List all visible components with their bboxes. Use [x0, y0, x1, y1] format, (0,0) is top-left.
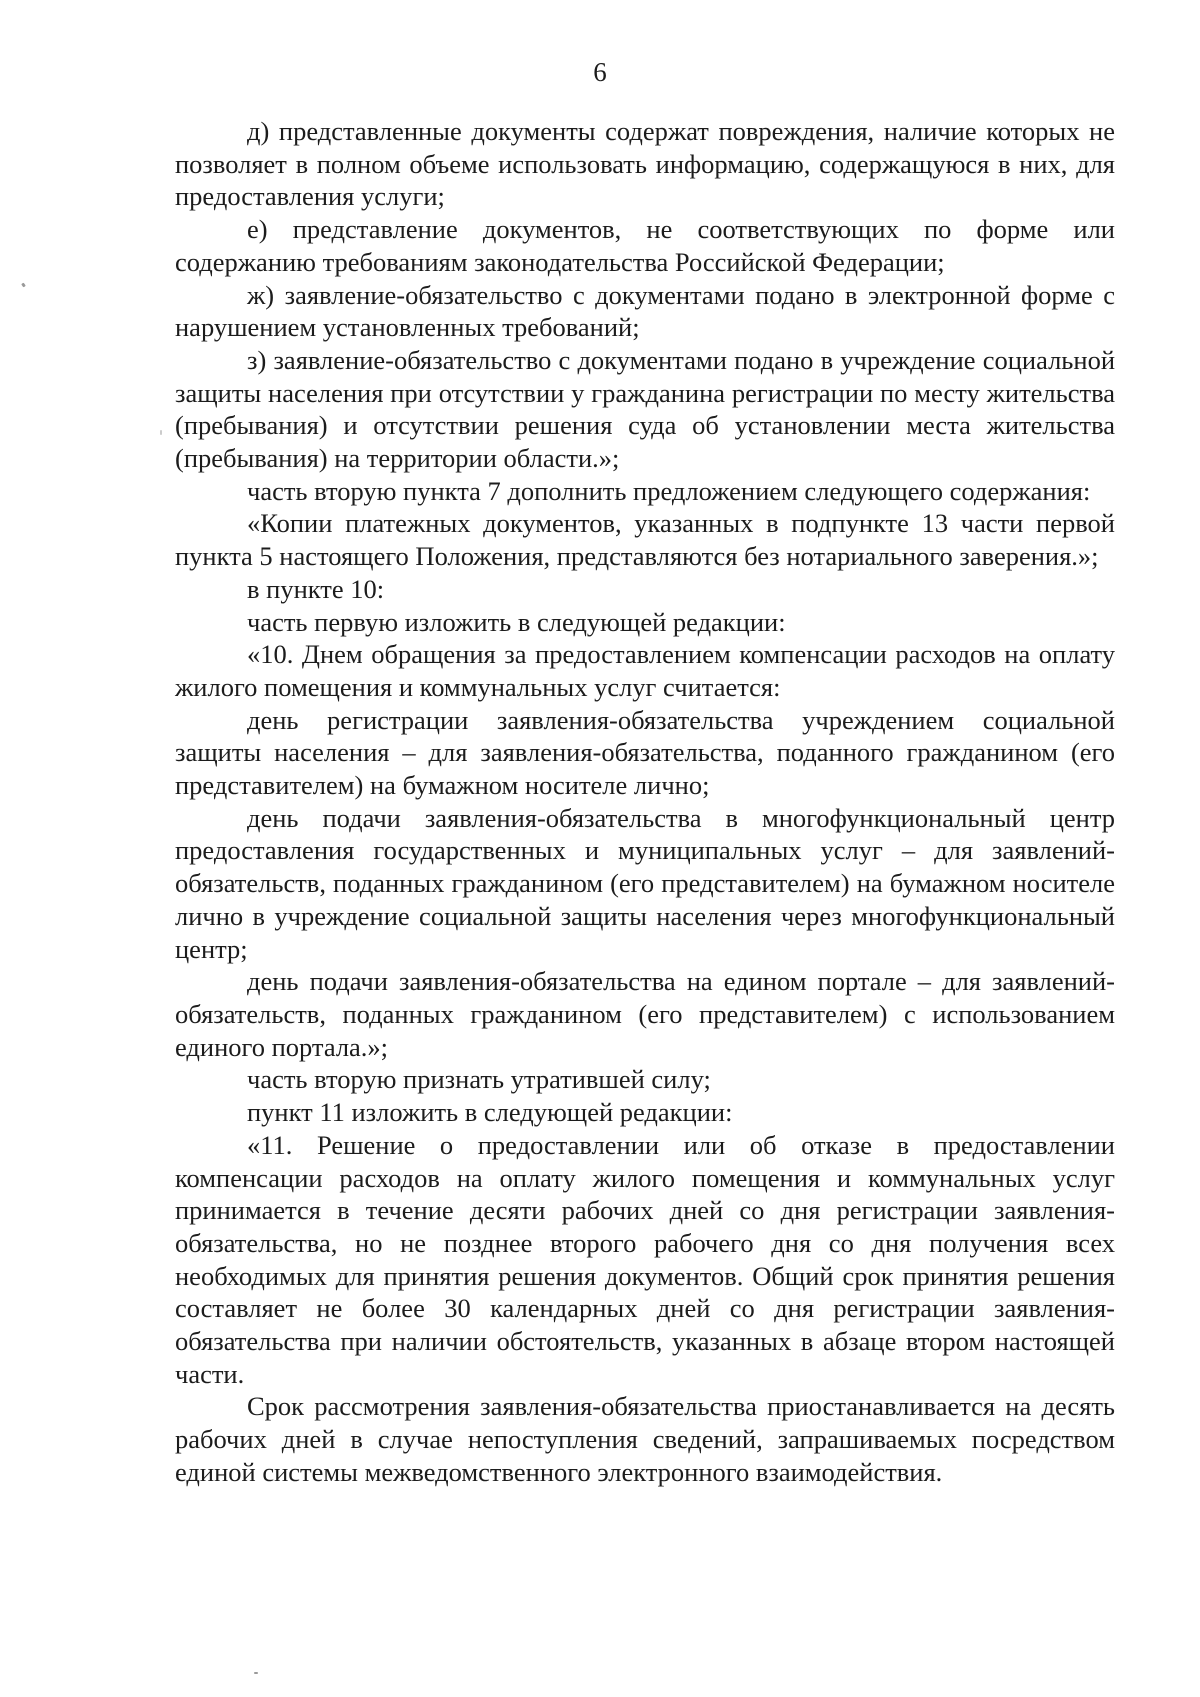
paragraph-part-one-edit: часть первую изложить в следующей редакции:	[247, 606, 786, 637]
paragraph-quote-point-11: «11. Решение о предоставлении или об отказе в предоставлении компенсации расходов на оплату жилого помещения и коммунальных услуг принимается в течение десяти рабочих дней со дня регистрации заявления-обязательства, но не позднее второго рабочего дня со дня получения всех необходимых для принятия решения документов. Общий срок принятия решения составляет не более 30 календарных дней со дня регистрации заявления-обязательства при наличии обстоятельств, указанных в абзаце втором настоящей части.	[175, 1129, 1115, 1389]
paragraph-item-zh: ж) заявление-обязательство с документами подано в электронной форме с нарушением установленных требований;	[175, 279, 1115, 343]
scan-speck-bottom	[254, 1672, 258, 1674]
paragraph-item-z: з) заявление-обязательство с документами подано в учреждение социальной защиты населения при отсутствии у гражданина регистрации по месту жительства (пребывания) и отсутствии решения суда об установлении места жительства (пребывания) на территории области.»;	[175, 344, 1115, 474]
scan-speck-left-top	[21, 283, 26, 288]
paragraph-quote-payment-copies: «Копии платежных документов, указанных в подпункте 13 части первой пункта 5 настоящего Положения, представляются без нотариального заверения.»;	[175, 508, 1115, 572]
paragraph-review-period: Срок рассмотрения заявления-обязательства приостанавливается на десять рабочих дней в случае непоступления сведений, запрашиваемых посредством единой системы межведомственного электронного взаимодействия.	[175, 1391, 1115, 1487]
paragraph-mfc-submission-day: день подачи заявления-обязательства в многофункциональный центр предоставления государственных и муниципальных услуг – для заявлений-обязательств, поданных гражданином (его представителем) на бумажном носителе лично в учреждение социальной защиты населения через многофункциональный центр;	[175, 802, 1115, 964]
paragraph-amend-point-7: часть вторую пункта 7 дополнить предложением следующего содержания:	[247, 475, 1091, 506]
paragraph-point-11-edit: пункт 11 изложить в следующей редакции:	[247, 1097, 733, 1128]
paragraph-registration-day: день регистрации заявления-обязательства учреждением социальной защиты населения – для заявления-обязательства, поданного гражданином (его представителем) на бумажном носителе лично;	[175, 704, 1115, 801]
paragraph-portal-submission-day: день подачи заявления-обязательства на едином портале – для заявлений-обязательств, поданных гражданином (его представителем) с использованием единого портала.»;	[175, 966, 1115, 1062]
paragraph-item-e: е) представление документов, не соответствующих по форме или содержанию требованиям законодательства Российской Федерации;	[175, 214, 1115, 277]
scan-speck-left-mid	[160, 430, 162, 435]
document-body	[175, 115, 1115, 1489]
page-number: 6	[593, 57, 607, 87]
paragraph-item-d: д) представленные документы содержат повреждения, наличие которых не позволяет в полном объеме использовать информацию, содержащуюся в них, для предоставления услуги;	[175, 116, 1115, 212]
paragraph-part-two-void: часть вторую признать утратившей силу;	[247, 1064, 711, 1095]
paragraph-quote-point-10: «10. Днем обращения за предоставлением компенсации расходов на оплату жилого помещения и коммунальных услуг считается:	[175, 639, 1115, 702]
paragraph-in-point-10: в пункте 10:	[247, 573, 385, 604]
